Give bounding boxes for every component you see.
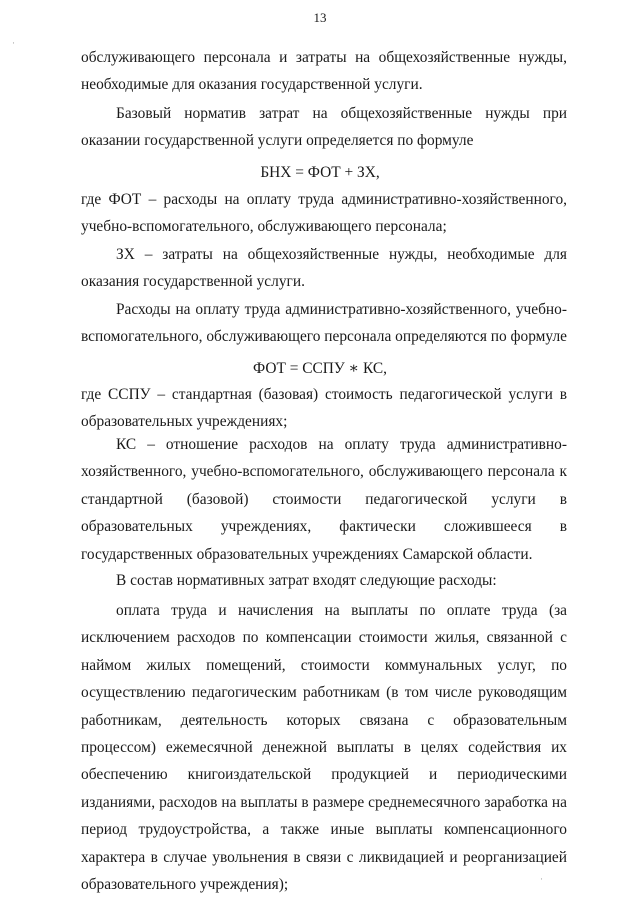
page-number: 13 (313, 10, 327, 25)
paragraph-ks-definition: КС – отношение расходов на оплату труда административно-хозяйственного, учебно-вспомогательного, обслуживающего персонала к стандартной (базовой) стоимости педагогической услуги в образовательных учреждениях, фактически сложившееся в государственных образовательных учреждениях Самарской области. (81, 436, 567, 563)
scan-mark: · (12, 38, 15, 48)
paragraph-payroll-item: оплата труда и начисления на выплаты по оплате труда (за исключением расходов по компенсации стоимости жилья, связанной с наймом жилых помещений, стоимости коммунальных услуг, по осуществлению педагогическим работникам (в том числе руководящим работникам, деятельность которых связана с образовательным процессом) ежемесячной денежной выплаты в целях содействия их обеспечению книгоиздательской продукцией и периодическими изданиями, расходов на выплаты в размере среднемесячного заработка на период трудоустройства, а также иные выплаты компенсационного характера в случае увольнения в связи с ликвидацией и реорганизацией образовательного учреждения); (81, 602, 567, 894)
paragraph-zh-definition: ЗХ – затраты на общехозяйственные нужды, необходимые для оказания государственной услуги. (81, 246, 567, 291)
scan-mark: · (540, 874, 543, 884)
paragraph-expenses-intro: В состав нормативных затрат входят следующие расходы: (116, 572, 497, 589)
paragraph-fot-definition: где ФОТ – расходы на оплату труда административно-хозяйственного, учебно-вспомогательного, обслуживающего персонала; (81, 191, 567, 236)
paragraph-base-norm: Базовый норматив затрат на общехозяйственные нужды при оказании государственной услуги определяется по формуле (81, 105, 567, 150)
paragraph-continuation: обслуживающего персонала и затраты на общехозяйственные нужды, необходимые для оказания государственной услуги. (81, 49, 567, 94)
formula-bnh: БНХ = ФОТ + ЗХ, (260, 164, 380, 181)
formula-fot: ФОТ = ССПУ ∗ КС, (253, 360, 387, 377)
paragraph-sspu-definition: где ССПУ – стандартная (базовая) стоимость педагогической услуги в образовательных учреждениях; (81, 386, 567, 431)
paragraph-fot-expenses: Расходы на оплату труда административно-хозяйственного, учебно-вспомогательного, обслуживающего персонала определяются по формуле (81, 301, 567, 346)
